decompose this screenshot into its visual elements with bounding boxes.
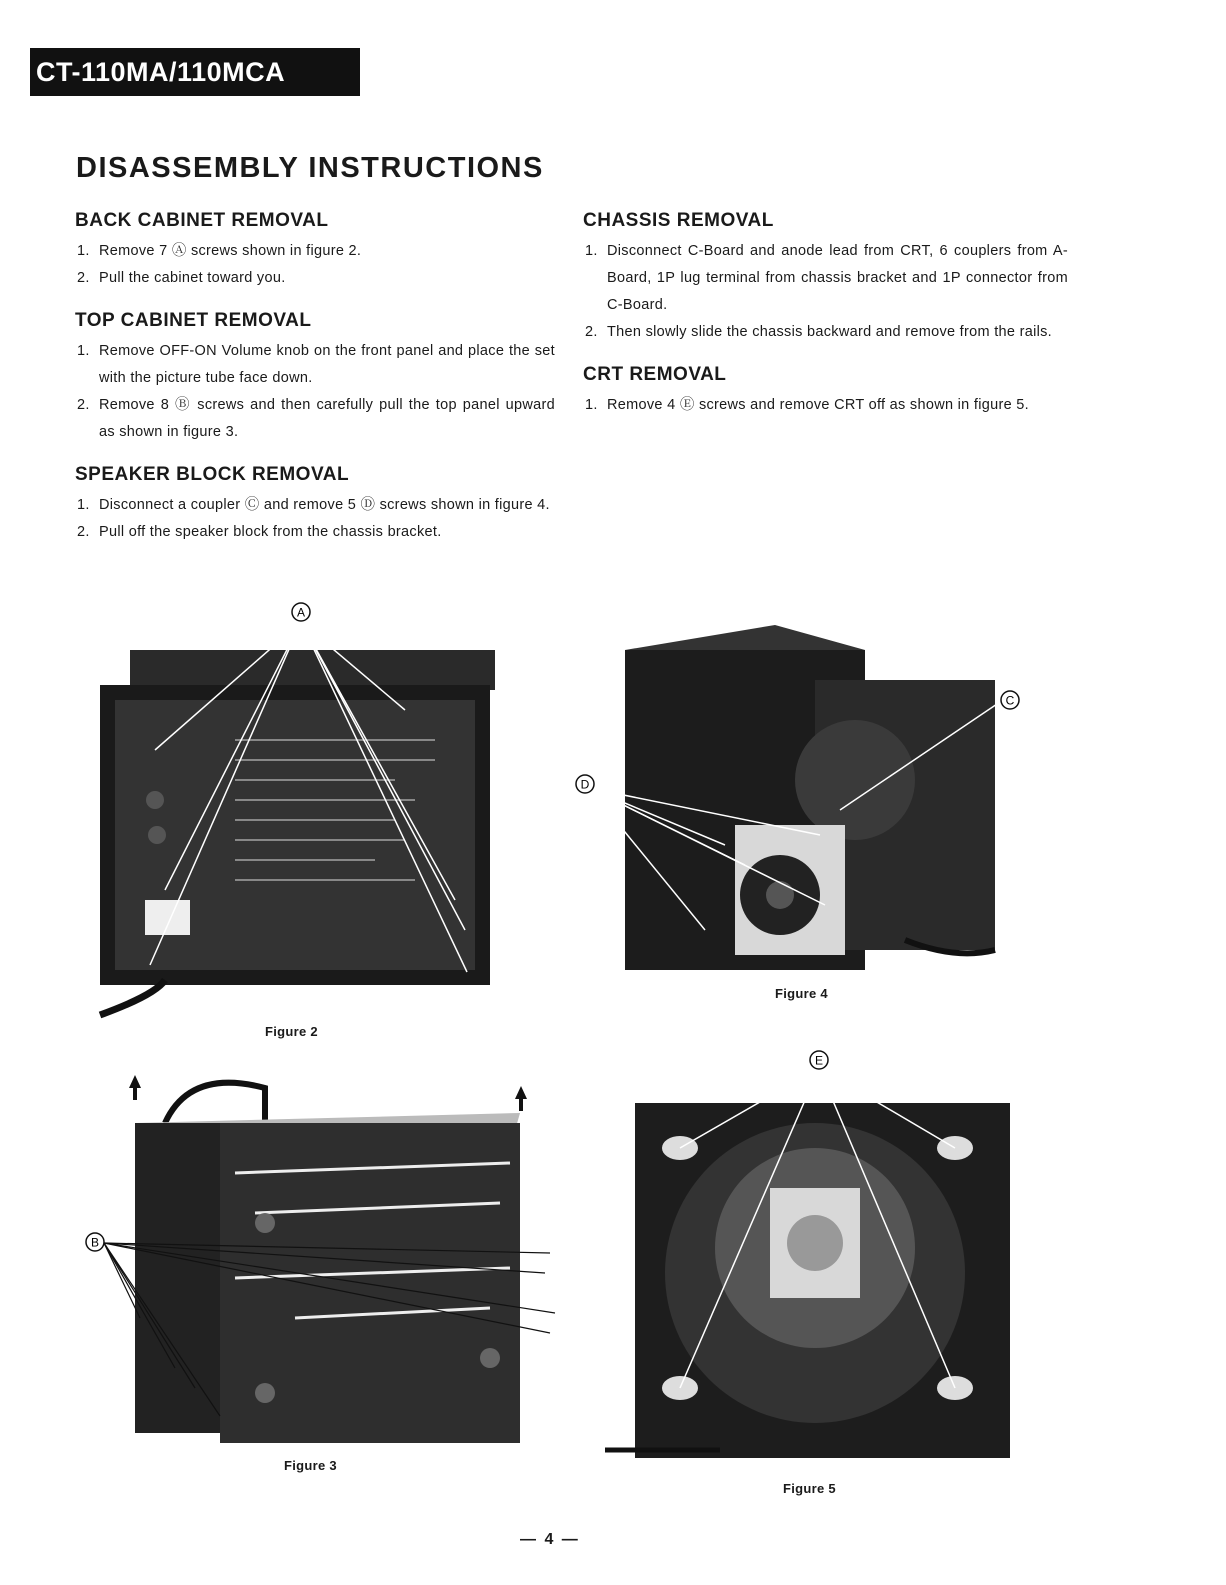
section-heading: SPEAKER BLOCK REMOVAL [75,464,350,485]
step-text: Remove 7 Ⓐ screws shown in figure 2. [99,243,362,259]
step-list [583,392,1068,419]
figure-3-illustration [80,1068,560,1453]
model-header-bar [30,48,360,96]
step-item: 2. Then slowly slide the chassis backward and remove from the rails. [585,324,1053,340]
step-list [75,338,555,446]
step-item: 2. Pull the cabinet toward you. [77,270,286,286]
step-item: 1. Remove OFF-ON Volume knob on the front panel and place the set with the picture tube face down. [77,343,555,386]
step-text: Disconnect C-Board and anode lead from CRT, 6 couplers from A-Board, 1P lug terminal from chassis bracket and 1P connector from C-Board. [607,243,1068,313]
step-text: Pull the cabinet toward you. [99,270,286,286]
step-text: Disconnect a coupler Ⓒ and remove 5 Ⓓ screws shown in figure 4. [99,497,550,513]
section-speaker-block [75,464,555,546]
callout-d-marker [576,775,594,793]
step-item: 2. Pull off the speaker block from the chassis bracket. [77,524,442,540]
figure-5-illustration [600,1048,1020,1468]
callout-a-label: A [296,605,306,620]
callout-e-marker [810,1051,828,1069]
figure-5 [600,1048,1020,1468]
section-heading: BACK CABINET REMOVAL [75,210,329,231]
figure-4-illustration [575,620,1025,975]
figure-3 [80,1068,560,1453]
step-list [75,238,555,292]
section-heading: TOP CABINET REMOVAL [75,310,312,331]
figure-2-illustration [95,600,515,1020]
step-item: 1. Remove 7 Ⓐ screws shown in figure 2. [77,243,362,259]
page-title: DISASSEMBLY INSTRUCTIONS [76,152,544,184]
section-top-cabinet [75,310,555,446]
callout-b-marker [86,1233,104,1251]
figure-5-caption: Figure 5 [783,1481,836,1496]
callout-c-marker [1001,691,1019,709]
model-name: CT-110MA/110MCA [36,57,286,87]
figure-4 [575,620,1025,975]
left-column [75,210,555,564]
section-heading: CRT REMOVAL [583,364,727,385]
step-text: Then slowly slide the chassis backward and remove from the rails. [607,324,1053,340]
callout-d-label: D [580,777,590,792]
section-crt [583,364,1068,419]
step-item: 1. Disconnect C-Board and anode lead from CRT, 6 couplers from A-Board, 1P lug terminal from chassis bracket and 1P connector from C-Board. [585,243,1068,313]
right-column [583,210,1068,437]
step-item: 1. Remove 4 Ⓔ screws and remove CRT off as shown in figure 5. [585,397,1029,413]
section-back-cabinet [75,210,555,292]
callout-a-marker [292,603,310,621]
page-number: — 4 — [520,1531,580,1548]
figure-2-caption: Figure 2 [265,1024,318,1039]
section-chassis [583,210,1068,346]
figure-2 [95,600,515,1020]
step-text: Remove 4 Ⓔ screws and remove CRT off as shown in figure 5. [607,397,1029,413]
step-text: Remove 8 Ⓑ screws and then carefully pull the top panel upward as shown in figure 3. [99,397,555,440]
callout-b-label: B [90,1235,100,1250]
figure-3-caption: Figure 3 [284,1458,337,1473]
callout-c-label: C [1005,693,1015,708]
section-heading: CHASSIS REMOVAL [583,210,774,231]
step-list [75,492,555,546]
step-item: 2. Remove 8 Ⓑ screws and then carefully pull the top panel upward as shown in figure 3. [77,397,555,440]
figure-4-caption: Figure 4 [775,986,828,1001]
callout-e-label: E [814,1053,824,1068]
step-text: Remove OFF-ON Volume knob on the front panel and place the set with the picture tube face down. [99,343,555,386]
step-list [583,238,1068,346]
step-item: 1. Disconnect a coupler Ⓒ and remove 5 Ⓓ screws shown in figure 4. [77,497,550,513]
step-text: Pull off the speaker block from the chassis bracket. [99,524,442,540]
